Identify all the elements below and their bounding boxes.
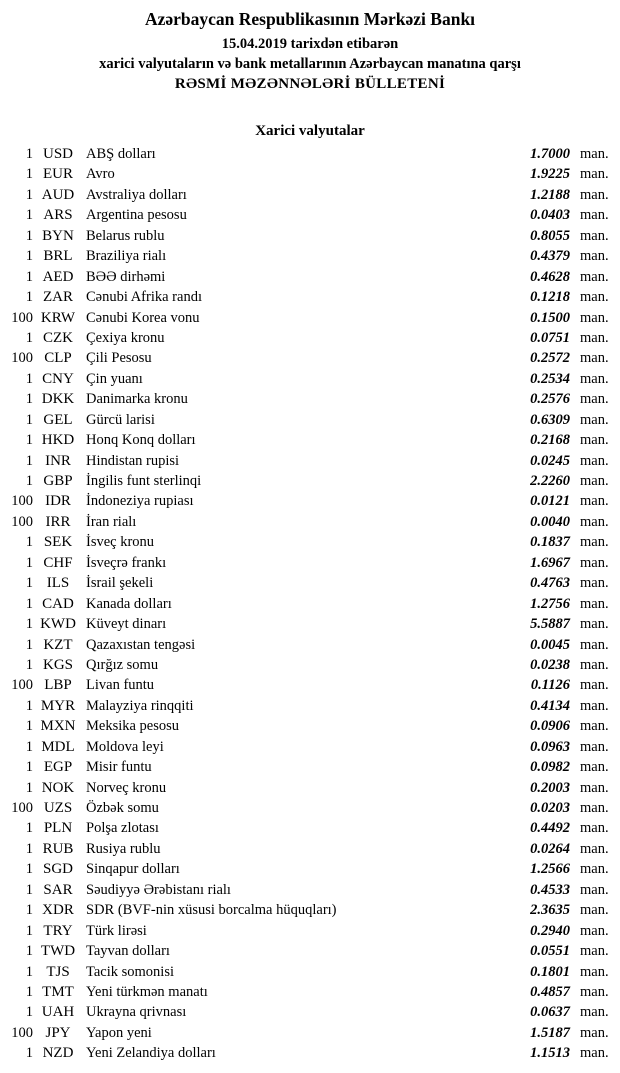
currency-code-cell: ARS (43, 207, 73, 224)
table-row (0, 246, 620, 266)
rate-value-cell: 1.2188 (530, 186, 570, 203)
currency-code-cell: HKD (41, 432, 75, 449)
effective-date-line: 15.04.2019 tarixdən etibarən (221, 36, 399, 52)
quantity-cell: 1 (25, 861, 33, 878)
quantity-cell: 1 (25, 575, 33, 592)
table-row (0, 144, 620, 164)
table-row (0, 553, 620, 573)
table-row (0, 328, 620, 348)
unit-label-cell: man. (580, 677, 609, 694)
quantity-cell: 1 (25, 186, 33, 203)
quantity-cell: 1 (25, 248, 33, 265)
currency-name-cell: Rusiya rublu (86, 840, 161, 857)
quantity-cell: 1 (25, 411, 33, 428)
unit-label-cell: man. (580, 636, 609, 653)
table-row (0, 573, 620, 593)
rate-value-cell: 0.1801 (530, 963, 570, 980)
unit-label-cell: man. (580, 963, 609, 980)
rate-value-cell: 0.0637 (530, 1004, 570, 1021)
rate-value-cell: 2.2260 (530, 473, 570, 489)
currency-code-cell: EGP (43, 759, 73, 776)
unit-label-cell: man. (580, 391, 609, 408)
rate-value-cell: 5.5887 (530, 616, 570, 633)
table-row (0, 369, 620, 389)
rate-value-cell: 0.0751 (530, 329, 570, 346)
currency-name-cell: Çili Pesosu (86, 350, 152, 367)
unit-label-cell: man. (580, 656, 609, 673)
table-row (0, 205, 620, 225)
rate-value-cell: 0.2003 (530, 779, 570, 796)
table-row (0, 532, 620, 552)
quantity-cell: 1 (25, 227, 33, 244)
currency-code-cell: MDL (41, 738, 75, 755)
currency-name-cell: Türk lirəsi (86, 922, 147, 939)
currency-code-cell: KWD (40, 616, 76, 633)
table-row (0, 287, 620, 307)
unit-label-cell: man. (580, 370, 609, 387)
currency-code-cell: INR (45, 452, 71, 469)
currency-name-cell: Çexiya kronu (86, 329, 165, 346)
currency-name-cell: Çin yuanı (86, 370, 143, 387)
quantity-cell: 1 (25, 473, 33, 489)
table-row (0, 410, 620, 430)
quantity-cell: 1 (25, 697, 33, 714)
currency-name-cell: Honq Konq dolları (86, 432, 196, 449)
currency-code-cell: TWD (40, 943, 76, 960)
rate-value-cell: 0.2576 (530, 391, 570, 408)
quantity-cell: 1 (25, 636, 33, 653)
rate-value-cell: 1.7000 (530, 146, 570, 162)
currency-code-cell: IDR (45, 493, 71, 510)
currency-code-cell: TJS (46, 963, 70, 980)
currency-code-cell: MYR (40, 697, 76, 714)
currency-code-cell: RUB (42, 840, 74, 857)
currency-code-cell: KZT (43, 636, 73, 653)
rate-value-cell: 0.4628 (530, 268, 570, 285)
unit-label-cell: man. (580, 227, 609, 244)
table-row (0, 185, 620, 205)
currency-name-cell: Kanada dolları (86, 595, 172, 612)
unit-label-cell: man. (580, 800, 609, 816)
rate-value-cell: 2.3635 (530, 902, 570, 919)
table-row (0, 348, 620, 368)
table-row (0, 798, 620, 818)
quantity-cell: 100 (11, 1024, 33, 1041)
table-row (0, 655, 620, 675)
unit-label-cell: man. (580, 493, 609, 510)
quantity-cell: 1 (25, 616, 33, 633)
currency-code-cell: CHF (43, 554, 73, 571)
currency-code-cell: KRW (40, 309, 76, 326)
currency-code-cell: TMT (42, 983, 74, 1000)
rate-value-cell: 0.4857 (530, 983, 570, 1000)
currency-code-cell: KGS (42, 656, 73, 673)
currency-name-cell: Gürcü larisi (86, 411, 155, 428)
currency-name-cell: Yeni türkmən manatı (86, 983, 208, 1000)
quantity-cell: 1 (25, 329, 33, 346)
table-row (0, 757, 620, 777)
rate-value-cell: 1.2756 (530, 595, 570, 612)
quantity-cell: 100 (11, 493, 33, 510)
table-row (0, 778, 620, 798)
table-row (0, 267, 620, 287)
currency-name-cell: Avro (86, 166, 115, 183)
currency-name-cell: BƏƏ dirhəmi (86, 268, 166, 285)
currency-name-cell: Avstraliya dolları (86, 186, 187, 203)
unit-label-cell: man. (580, 289, 609, 306)
rate-value-cell: 1.6967 (530, 554, 570, 571)
unit-label-cell: man. (580, 146, 609, 162)
currency-name-cell: Səudiyyə Ərəbistanı rialı (86, 881, 231, 898)
unit-label-cell: man. (580, 738, 609, 755)
unit-label-cell: man. (580, 554, 609, 571)
currency-name-cell: Livan funtu (86, 677, 155, 694)
unit-label-cell: man. (580, 329, 609, 346)
quantity-cell: 1 (25, 1045, 33, 1062)
table-row (0, 512, 620, 532)
unit-label-cell: man. (580, 697, 609, 714)
bulletin-heading: RƏSMİ MƏZƏNNƏLƏRİ BÜLLETENİ (174, 76, 446, 92)
table-row (0, 471, 620, 491)
table-row (0, 716, 620, 736)
currency-name-cell: İngilis funt sterlinqi (86, 473, 202, 489)
table-row (0, 737, 620, 757)
rate-value-cell: 0.0203 (530, 800, 570, 816)
currency-code-cell: PLN (43, 820, 73, 837)
currency-name-cell: Misir funtu (86, 759, 152, 776)
currency-name-cell: Ukrayna qrivnası (86, 1004, 187, 1021)
table-row (0, 1023, 620, 1043)
currency-name-cell: Yeni Zelandiya dolları (86, 1045, 216, 1062)
currency-name-cell: Küveyt dinarı (86, 616, 167, 633)
currency-name-cell: Belarus rublu (86, 227, 165, 244)
unit-label-cell: man. (580, 1004, 609, 1021)
unit-label-cell: man. (580, 309, 609, 326)
currency-code-cell: CNY (42, 370, 74, 387)
quantity-cell: 1 (25, 391, 33, 408)
currency-code-cell: UAH (41, 1004, 75, 1021)
quantity-cell: 1 (25, 718, 33, 735)
quantity-cell: 1 (25, 554, 33, 571)
currency-name-cell: Yapon yeni (86, 1024, 152, 1041)
currency-code-cell: BYN (42, 227, 74, 244)
rate-value-cell: 0.4134 (530, 697, 570, 714)
table-row (0, 818, 620, 838)
currency-name-cell: Qırğız somu (86, 656, 159, 673)
unit-label-cell: man. (580, 718, 609, 735)
currency-code-cell: SGD (42, 861, 73, 878)
rate-value-cell: 0.2534 (530, 370, 570, 387)
quantity-cell: 1 (25, 943, 33, 960)
table-row (0, 635, 620, 655)
currency-name-cell: Tacik somonisi (86, 963, 174, 980)
unit-label-cell: man. (580, 350, 609, 367)
currency-code-cell: UZS (43, 800, 73, 816)
quantity-cell: 1 (25, 452, 33, 469)
table-row (0, 900, 620, 920)
currency-name-cell: İndoneziya rupiası (86, 493, 194, 510)
quantity-cell: 1 (25, 268, 33, 285)
table-row (0, 389, 620, 409)
quantity-cell: 1 (25, 738, 33, 755)
quantity-cell: 1 (25, 370, 33, 387)
currency-name-cell: SDR (BVF-nin xüsusi borcalma hüquqları) (86, 902, 337, 919)
table-row (0, 675, 620, 695)
unit-label-cell: man. (580, 411, 609, 428)
quantity-cell: 100 (11, 309, 33, 326)
unit-label-cell: man. (580, 983, 609, 1000)
quantity-cell: 1 (25, 656, 33, 673)
quantity-cell: 100 (11, 677, 33, 694)
currency-code-cell: AED (42, 268, 74, 285)
currency-name-cell: İsveç kronu (86, 534, 155, 551)
currency-name-cell: Norveç kronu (86, 779, 167, 796)
quantity-cell: 1 (25, 1004, 33, 1021)
table-row (0, 696, 620, 716)
section-title-foreign-currencies: Xarici valyutalar (255, 123, 365, 139)
currency-code-cell: GEL (43, 411, 73, 428)
currency-name-cell: Moldova leyi (86, 738, 164, 755)
currency-code-cell: CAD (42, 595, 74, 612)
currency-code-cell: DKK (41, 391, 75, 408)
quantity-cell: 1 (25, 902, 33, 919)
unit-label-cell: man. (580, 943, 609, 960)
quantity-cell: 1 (25, 779, 33, 796)
rate-value-cell: 0.2168 (530, 432, 570, 449)
rate-value-cell: 1.1513 (530, 1045, 570, 1062)
quantity-cell: 100 (11, 513, 33, 530)
quantity-cell: 1 (25, 534, 33, 551)
quantity-cell: 1 (25, 983, 33, 1000)
table-row (0, 962, 620, 982)
quantity-cell: 1 (25, 840, 33, 857)
currency-name-cell: Tayvan dolları (86, 943, 170, 960)
rate-value-cell: 0.0403 (530, 207, 570, 224)
rate-value-cell: 0.4492 (530, 820, 570, 837)
currency-code-cell: XDR (42, 902, 74, 919)
currency-code-cell: EUR (43, 166, 73, 183)
currency-name-cell: Cənubi Korea vonu (86, 309, 200, 326)
quantity-cell: 1 (25, 963, 33, 980)
rate-value-cell: 0.0264 (530, 840, 570, 857)
currency-name-cell: Cənubi Afrika randı (86, 289, 202, 306)
currency-code-cell: LBP (44, 677, 72, 694)
currency-name-cell: Sinqapur dolları (86, 861, 180, 878)
currency-name-cell: Danimarka kronu (86, 391, 188, 408)
unit-label-cell: man. (580, 881, 609, 898)
quantity-cell: 1 (25, 432, 33, 449)
currency-name-cell: İran rialı (86, 513, 137, 530)
rate-value-cell: 0.0121 (530, 493, 570, 510)
rate-value-cell: 0.0982 (530, 759, 570, 776)
table-row (0, 921, 620, 941)
currency-name-cell: İsveçrə frankı (86, 554, 167, 571)
unit-label-cell: man. (580, 922, 609, 939)
quantity-cell: 1 (25, 820, 33, 837)
table-row (0, 164, 620, 184)
quantity-cell: 1 (25, 146, 33, 162)
rate-value-cell: 0.0245 (530, 452, 570, 469)
table-row (0, 839, 620, 859)
currency-name-cell: Qazaxıstan tengəsi (86, 636, 196, 653)
page-title: Azərbaycan Respublikasının Mərkəzi Bankı (144, 9, 476, 29)
currency-name-cell: Malayziya rinqqiti (86, 697, 194, 714)
currency-code-cell: AUD (41, 186, 75, 203)
rate-value-cell: 0.2572 (530, 350, 570, 367)
table-row (0, 308, 620, 328)
currency-code-cell: NZD (42, 1045, 74, 1062)
unit-label-cell: man. (580, 268, 609, 285)
currency-code-cell: GBP (43, 473, 73, 489)
table-row (0, 859, 620, 879)
quantity-cell: 1 (25, 595, 33, 612)
currency-name-cell: İsrail şekeli (86, 575, 154, 592)
quantity-cell: 1 (25, 289, 33, 306)
rate-value-cell: 0.1500 (530, 309, 570, 326)
unit-label-cell: man. (580, 166, 609, 183)
rate-value-cell: 0.6309 (530, 411, 570, 428)
unit-label-cell: man. (580, 861, 609, 878)
currency-name-cell: Argentina pesosu (86, 207, 187, 224)
table-row (0, 451, 620, 471)
currency-name-cell: ABŞ dolları (86, 146, 156, 162)
quantity-cell: 100 (11, 350, 33, 367)
table-row (0, 1043, 620, 1063)
rate-value-cell: 0.0906 (530, 718, 570, 735)
rate-value-cell: 0.4533 (530, 881, 570, 898)
table-row (0, 982, 620, 1002)
rate-value-cell: 0.0238 (530, 656, 570, 673)
unit-label-cell: man. (580, 452, 609, 469)
unit-label-cell: man. (580, 779, 609, 796)
unit-label-cell: man. (580, 840, 609, 857)
unit-label-cell: man. (580, 575, 609, 592)
table-row (0, 491, 620, 511)
rate-value-cell: 0.4379 (530, 248, 570, 265)
quantity-cell: 1 (25, 922, 33, 939)
currency-name-cell: Özbək somu (86, 800, 159, 816)
unit-label-cell: man. (580, 616, 609, 633)
unit-label-cell: man. (580, 1024, 609, 1041)
currency-code-cell: JPY (45, 1024, 71, 1041)
rate-value-cell: 1.5187 (530, 1024, 570, 1041)
unit-label-cell: man. (580, 534, 609, 551)
currency-code-cell: SEK (43, 534, 73, 551)
unit-label-cell: man. (580, 513, 609, 530)
currency-code-cell: ILS (46, 575, 70, 592)
rate-value-cell: 0.8055 (530, 227, 570, 244)
unit-label-cell: man. (580, 186, 609, 203)
quantity-cell: 100 (11, 800, 33, 816)
rate-value-cell: 0.2940 (530, 922, 570, 939)
page-subtitle: xarici valyutaların və bank metallarının Azərbaycan manatına qarşı (99, 56, 521, 72)
currency-name-cell: Braziliya rialı (86, 248, 167, 265)
unit-label-cell: man. (580, 759, 609, 776)
rates-table (0, 144, 620, 1064)
rate-value-cell: 0.1126 (530, 677, 570, 694)
currency-code-cell: CLP (44, 350, 72, 367)
unit-label-cell: man. (580, 207, 609, 224)
rate-value-cell: 0.1837 (530, 534, 570, 551)
currency-name-cell: Hindistan rupisi (86, 452, 180, 469)
table-row (0, 941, 620, 961)
table-row (0, 594, 620, 614)
rate-value-cell: 0.0963 (530, 738, 570, 755)
rate-value-cell: 0.0040 (530, 513, 570, 530)
rate-value-cell: 1.2566 (530, 861, 570, 878)
currency-code-cell: IRR (45, 513, 71, 530)
table-row (0, 880, 620, 900)
quantity-cell: 1 (25, 207, 33, 224)
unit-label-cell: man. (580, 432, 609, 449)
currency-code-cell: CZK (43, 329, 73, 346)
table-row (0, 1002, 620, 1022)
unit-label-cell: man. (580, 248, 609, 265)
currency-code-cell: ZAR (43, 289, 73, 306)
unit-label-cell: man. (580, 473, 609, 489)
quantity-cell: 1 (25, 166, 33, 183)
currency-name-cell: Polşa zlotası (86, 820, 159, 837)
table-row (0, 614, 620, 634)
unit-label-cell: man. (580, 902, 609, 919)
quantity-cell: 1 (25, 881, 33, 898)
rate-value-cell: 1.9225 (530, 166, 570, 183)
currency-code-cell: TRY (43, 922, 73, 939)
currency-code-cell: MXN (40, 718, 76, 735)
unit-label-cell: man. (580, 595, 609, 612)
unit-label-cell: man. (580, 820, 609, 837)
rate-value-cell: 0.4763 (530, 575, 570, 592)
table-row (0, 430, 620, 450)
currency-code-cell: SAR (43, 881, 73, 898)
currency-name-cell: Meksika pesosu (86, 718, 180, 735)
currency-code-cell: USD (42, 146, 73, 162)
currency-code-cell: NOK (41, 779, 75, 796)
unit-label-cell: man. (580, 1045, 609, 1062)
quantity-cell: 1 (25, 759, 33, 776)
rate-value-cell: 0.0045 (530, 636, 570, 653)
currency-code-cell: BRL (43, 248, 73, 265)
table-row (0, 226, 620, 246)
rate-value-cell: 0.0551 (530, 943, 570, 960)
rate-value-cell: 0.1218 (530, 289, 570, 306)
